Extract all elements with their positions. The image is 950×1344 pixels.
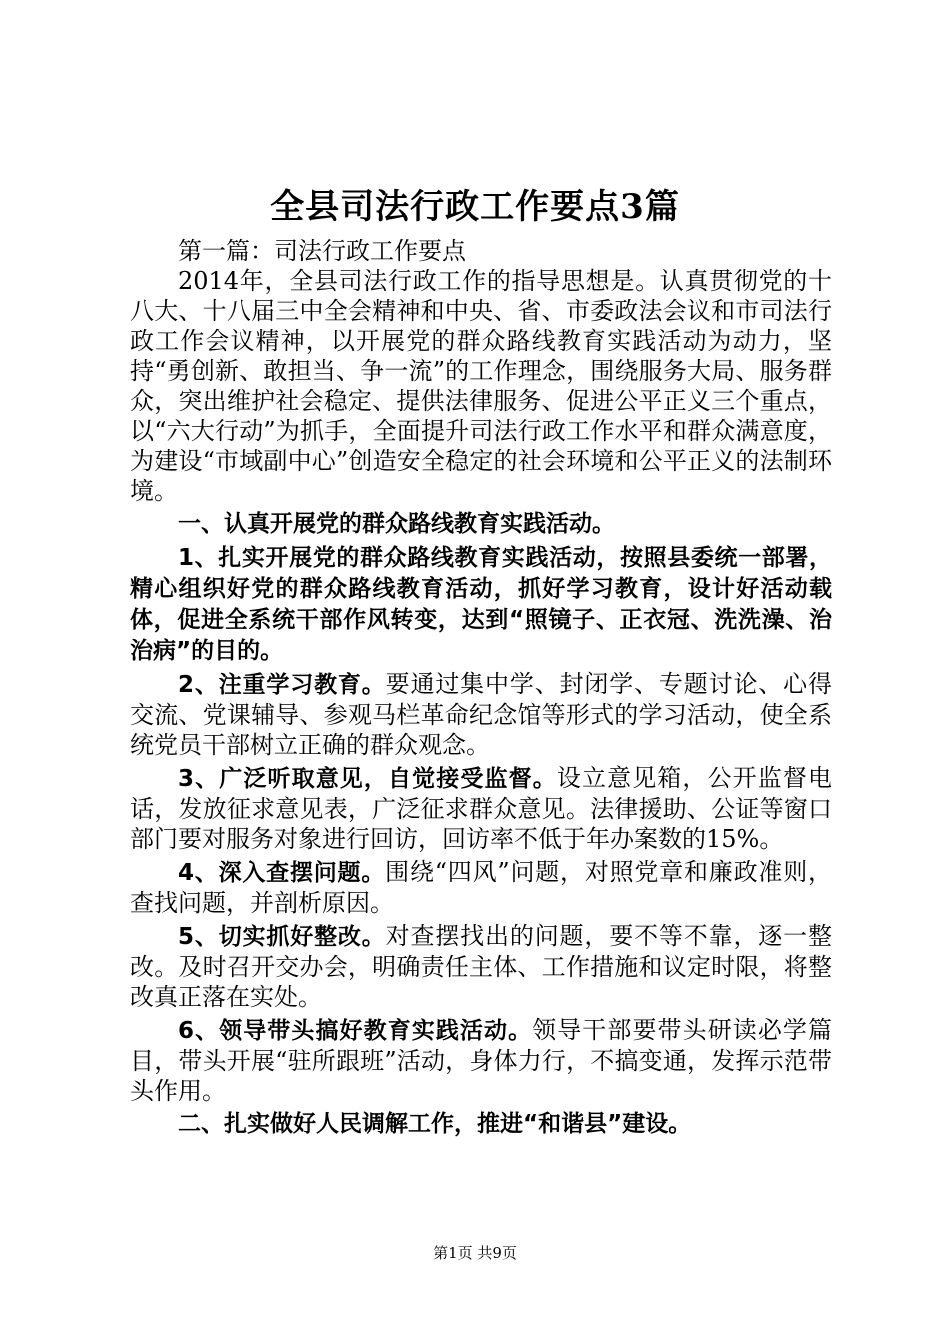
item-body: 领导干部要带头研读必学篇目，带头开展“驻所跟班”活动，身体力行，不搞变通，发挥示范带头作用。 [130, 1016, 832, 1105]
item-lead: 6、领导带头搞好教育实践活动。 [178, 1018, 533, 1044]
section-heading-1: 一、认真开展党的群众路线教育实践活动。 [178, 511, 615, 537]
list-item [130, 763, 832, 854]
document-title: 全县司法行政工作要点3篇 [270, 187, 680, 227]
list-item [130, 669, 832, 760]
list-item [130, 1015, 832, 1106]
item-lead: 1、扎实开展党的群众路线教育实践活动，按照县委统一部署，精心组织好党的群众路线教育活动，抓好学习教育，设计好活动载体，促进全系统干部作风转变，达到“照镜子、正衣冠、洗洗澡、治治病”的目的。 [130, 545, 832, 664]
item-body: 设立意见箱，公开监督电话，发放征求意见表，广泛征求群众意见。法律援助、公证等窗口部门要对服务对象进行回访，回访率不低于年办案数的15%。 [130, 764, 832, 853]
list-item [130, 542, 832, 666]
document-body [130, 236, 832, 1139]
item-lead: 4、深入查摆问题。 [178, 860, 386, 886]
list-item [130, 921, 832, 1012]
item-lead: 2、注重学习教育。 [178, 672, 386, 698]
intro-paragraph: 2014年，全县司法行政工作的指导思想是。认真贯彻党的十八大、十八届三中全会精神和中央、省、市委政法会议和市司法行政工作会议精神，以开展党的群众路线教育实践活动为动力，坚持“勇创新、敢担当、争一流”的工作理念，围绕服务大局、服务群众，突出维护社会稳定、提供法律服务、促进公平正义三个重点，以“六大行动”为抓手，全面提升司法行政工作水平和群众满意度，为建设“市域副中心”创造安全稳定的社会环境和公平正义的法制环境。 [130, 267, 832, 505]
item-body: 对查摆找出的问题，要不等不靠，逐一整改。及时召开交办会，明确责任主体、工作措施和议定时限，将整改真正落在实处。 [130, 922, 832, 1011]
section-heading-2: 二、扎实做好人民调解工作，推进“和谐县”建设。 [178, 1111, 692, 1137]
page-footer: 第1页 共9页 [433, 1244, 517, 1262]
item-lead: 5、切实抓好整改。 [178, 924, 386, 950]
list-item [130, 857, 832, 918]
item-body: 围绕“四风”问题，对照党章和廉政准则，查找问题，并剖析原因。 [130, 858, 832, 917]
item-lead: 3、广泛听取意见，自觉接受监督。 [178, 766, 557, 792]
item-body: 要通过集中学、封闭学、专题讨论、心得交流、党课辅导、参观马栏革命纪念馆等形式的学习活动，使全系统党员干部树立正确的群众观念。 [130, 670, 832, 759]
part-subtitle: 第一篇：司法行政工作要点 [178, 237, 466, 265]
